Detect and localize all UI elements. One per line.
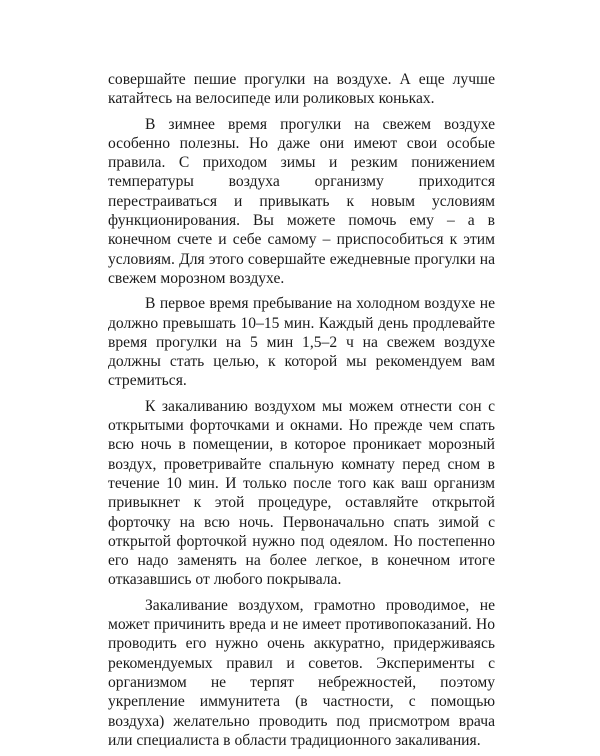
document-page bbox=[108, 70, 495, 756]
paragraph-air-hardening: Закаливание воздухом, грамотно проводимое, не может причинить вреда и не имеет противопоказаний. Но проводить его нужно очень аккуратно, придерживаясь рекомендуемых правил и советов. Эксперименты с организмом не терпят небрежностей, поэтому укрепление иммунитета (в частности, с помощью воздуха) желательно проводить под присмотром врача или специалиста в области традиционного закаливания. bbox=[108, 596, 495, 749]
paragraph-sleep-open-window: К закаливанию воздухом мы можем отнести сон с открытыми форточками и окнами. Но прежде чем спать всю ночь в помещении, в которое проникает морозный воздух, проветривайте спальную комнату перед сном в течение 10 мин. И только после того как ваш организм привыкнет к этой процедуре, оставляйте открытой форточку на всю ночь. Первоначально спать зимой с открытой форточкой нужно под одеялом. Но постепенно его надо заменять на более легкое, в конечном итоге отказавшись от любого покрывала. bbox=[108, 397, 495, 589]
paragraph-winter-walks: В зимнее время прогулки на свежем воздухе особенно полезны. Но даже они имеют свои особые правила. С приходом зимы и резким понижением температуры воздуха организму приходится перестраиваться и привыкать к новым условиям функционирования. Вы можете помочь ему – а в конечном счете и себе самому – приспособиться к этим условиям. Для этого совершайте ежедневные прогулки на свежем морозном воздухе. bbox=[108, 115, 495, 287]
paragraph-continuation: совершайте пешие прогулки на воздухе. А еще лучше катайтесь на велосипеде или роликовых коньках. bbox=[108, 71, 495, 108]
paragraph-first-time: В первое время пребывание на холодном воздухе не должно превышать 10–15 мин. Каждый день продлевайте время прогулки на 5 мин 1,5–2 ч на свежем воздухе должны стать целью, к которой мы рекомендуем вам стремиться. bbox=[108, 295, 495, 390]
